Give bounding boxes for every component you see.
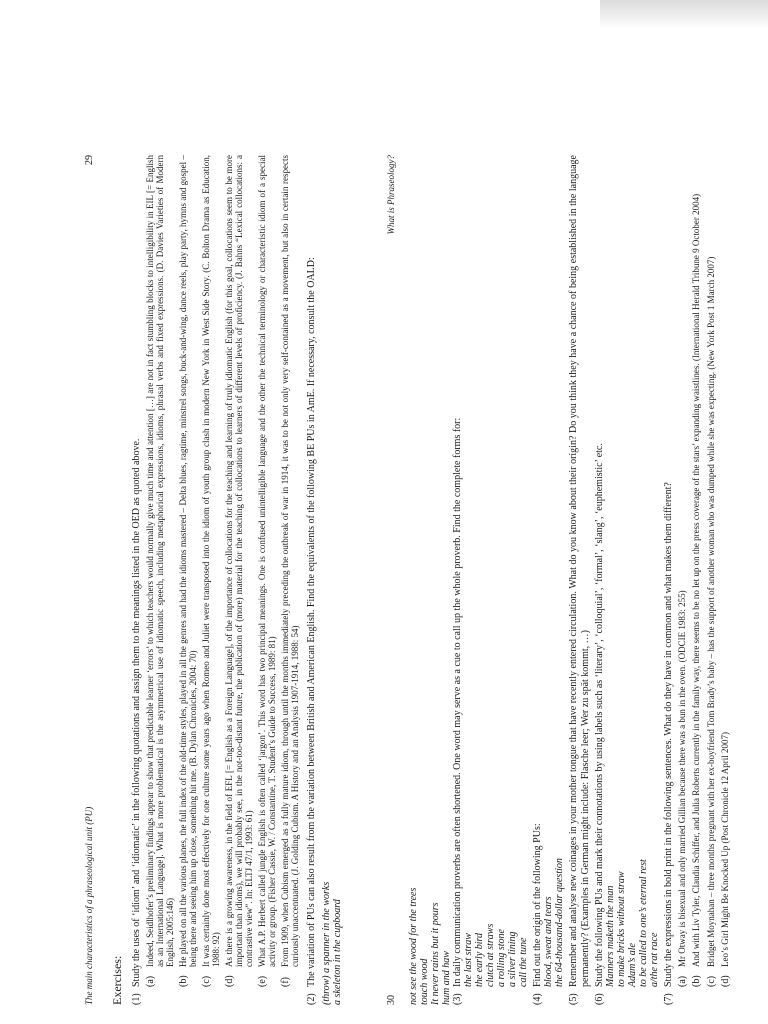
running-head — [386, 155, 408, 1005]
exercise-number: (6) — [593, 993, 605, 1005]
quotation-c — [201, 155, 221, 987]
sentence-b — [691, 155, 702, 987]
sub-label: (e) — [257, 975, 269, 987]
exercise-2 — [306, 155, 317, 1005]
pu-item: the last straw — [463, 933, 475, 987]
pu-item: a/the rat race — [649, 932, 661, 987]
sub-text: And with Liv Tyler, Claudia Schiffer, and Julia Roberts currently in the family way, there seems to be no let up on the press coverage of the stars’ expanding waistlines. (International Herald Tribune 9 October 2004) — [691, 193, 702, 967]
pu-item: a rolling stone — [496, 929, 508, 987]
pu-item: call the tune — [518, 937, 530, 987]
exercise-1 — [131, 155, 303, 1005]
scan-edge-shadow — [600, 0, 768, 28]
quotation-b — [178, 155, 198, 987]
sub-label: (d) — [224, 975, 236, 987]
sub-text: What A.P. Herbert called jungle English is often called ‘jargon’. This word has two principal meanings. One is confused unintelligible language and the other the technical terminology or characteristic idiom of a special activity or group. (Fisher Cassie, W. / Constantine, T. Student’s Guide to Success, 1989: 81) — [257, 155, 278, 967]
running-head-title: The main characteristics of a phraseological unit (PU) — [84, 806, 94, 1005]
pu-item: (throw) a spanner in the works — [320, 881, 332, 1005]
running-head — [84, 155, 106, 1005]
exercise-4 — [532, 155, 565, 1005]
sub-text: From 1909, when Cubism emerged as a fully mature idiom, through until the months immediately preceding the outbreak of war in 1914, it was to be not only very self-contained as a movement, but also in certain respects curiously unaccentuated. (J. Golding Cubism. A History and an Analysis 1907-1914, 1988: 54) — [280, 155, 301, 967]
sub-label: (a) — [677, 975, 689, 987]
exercise-number: (7) — [663, 993, 675, 1005]
sub-text: He played on all the various planes, the full index of the old-time styles, played in all the genres and had the idioms mastered – Delta blues, ragtime, minstrel songs, buck-and-wing, dance reels, play party, hymns and gospel – being there and seeing him up close, something hit me. (B. Dylan Chronicles, 2004: 70) — [178, 155, 199, 967]
sub-text: As there is a growing awareness, in the field of EFL [= English as a Foreign Language], of the importance of collocations for the teaching and learning of truly idiomatic English (for this goal, collocations seem to be more important than idioms), we will probably see, in the not-too-distant future, the publication of (more) material for the teaching of collocations to learners of different levels of proficiency. (J. Bahns “Lexical collocations: a contrastive view”. In: ELTJ 47/1, 1993: 61) — [224, 155, 255, 967]
running-head-title: What is Phraseology? — [386, 155, 396, 235]
exercise-number: (1) — [131, 993, 143, 1005]
sub-label: (d) — [719, 975, 731, 987]
exercise-number: (4) — [532, 993, 544, 1005]
exercise-number: (2) — [306, 993, 318, 1005]
exercise-2-text: The variation of PUs can also result from the variation between British and American English. Find the equivalents of the following BE PUs in AmE. If necessary, consult the OALD: — [306, 257, 318, 987]
exercise-5-text: Remember and analyse new coinages in your mother tongue that have recently entered circulation. What do you know about their origin? Do you think they have a chance of being established in the language permanently? (Examples in German might include: Flasche leer; Wer zu spät kommt, …) — [568, 155, 591, 987]
pu-item: It never rains but it pours — [430, 902, 441, 1005]
quotation-a — [145, 155, 175, 987]
quotation-d — [224, 155, 254, 987]
pu-item: blood, sweat and tears — [543, 896, 555, 987]
sub-text: Mr Otway is bisexual and only married Gillian because there was a bun in the oven. (ODCIE 1983: 255) — [677, 590, 688, 967]
exercise-6 — [594, 155, 660, 1005]
exercise-number: (3) — [452, 993, 463, 1005]
sub-label: (f) — [280, 977, 292, 987]
pu-item: Manners maketh the man — [605, 885, 617, 987]
pu-item: a skeleton in the cupboard — [331, 899, 343, 1005]
pu-item: clutch at straws — [485, 923, 497, 987]
exercise-3-text: In daily communication proverbs are often shortened. One word may serve as a cue to call up the whole proverb. Find the complete forms for: — [452, 417, 463, 987]
pu-item: a silver lining — [507, 931, 519, 987]
sub-label: (c) — [705, 975, 717, 987]
page-number: 29 — [84, 155, 95, 165]
sentence-c — [706, 155, 717, 987]
exercise-6-text: Study the following PUs and mark their connotations by using labels such as ‘literary’, ‘colloquial’, ‘formal’, ‘slang’, ‘euphemistic’ etc. — [593, 443, 605, 987]
pu-item: the early bird — [474, 932, 486, 987]
exercise-7-text: Study the expressions in bold print in the following sentences. What do they have in common and what makes them different? — [663, 482, 675, 987]
exercises-heading: Exercises: — [110, 955, 124, 1005]
exercise-number: (5) — [568, 993, 580, 1005]
page-30 — [386, 155, 731, 1005]
exercise-4-text: Find out the origin of the following PUs: — [532, 823, 544, 987]
page-number: 30 — [386, 995, 397, 1005]
sub-label: (b) — [178, 975, 190, 987]
sentence-d — [720, 155, 731, 987]
sub-label: (c) — [201, 975, 213, 987]
exercise-7 — [663, 155, 734, 1005]
exercise-3 — [452, 155, 529, 1005]
sub-text: Indeed, Seidlhofer’s preliminary findings appear to show that predictable learner ‘errors’ to which teachers would normally give much time and attention […] are not in fact stumbling blocks to intelligibility in EIL [= English as an International Language]. What is more problematical is the asymmetrical use of idiomatic speech, including metaphorical expressions, idioms, phrasal verbs and fixed expressions. (D. Davies Varieties of Modern English, 2005:146) — [145, 155, 176, 967]
pu-item: not see the wood for the trees — [408, 887, 419, 1005]
sub-label: (a) — [145, 975, 157, 987]
sub-label: (b) — [691, 975, 703, 987]
exercise-1-text: Study the uses of ‘idiom’ and ‘idiomatic’ in the following quotations and assign them to the meanings listed in the OED as quoted above. — [131, 438, 143, 987]
pu-item: the 64-thousand-dollar question — [554, 858, 566, 987]
pu-item: touch wood — [419, 958, 430, 1005]
pu-item: hum and haw — [441, 951, 452, 1005]
sub-text: Leo’s Girl Might Be Knocked Up (Post Chronicle 12 April 2007) — [719, 732, 730, 967]
quotation-e — [257, 155, 277, 987]
exercise-5 — [568, 155, 590, 1005]
sub-text: Bridget Moynahan – three months pregnant with her ex-boyfriend Tom Brady’s baby – has the support of another woman who was dumped while she was expecting. (New York Post 1 March 2007) — [705, 256, 716, 967]
pu-item: to make bricks without straw — [616, 871, 628, 987]
quotation-f — [280, 155, 300, 987]
page-29 — [84, 155, 384, 1005]
pu-item: to be called to one’s eternal rest — [638, 859, 650, 987]
sentence-a — [677, 155, 688, 987]
pu-item: Adam’s ale — [627, 943, 639, 987]
sub-text: It was certainly done most effectively for one culture some years ago when Romeo and Juliet were transposed into the idiom of youth group clash in modern New York in West Side Story. (C. Bolton Drama as Education, 1988: 92) — [201, 155, 222, 967]
